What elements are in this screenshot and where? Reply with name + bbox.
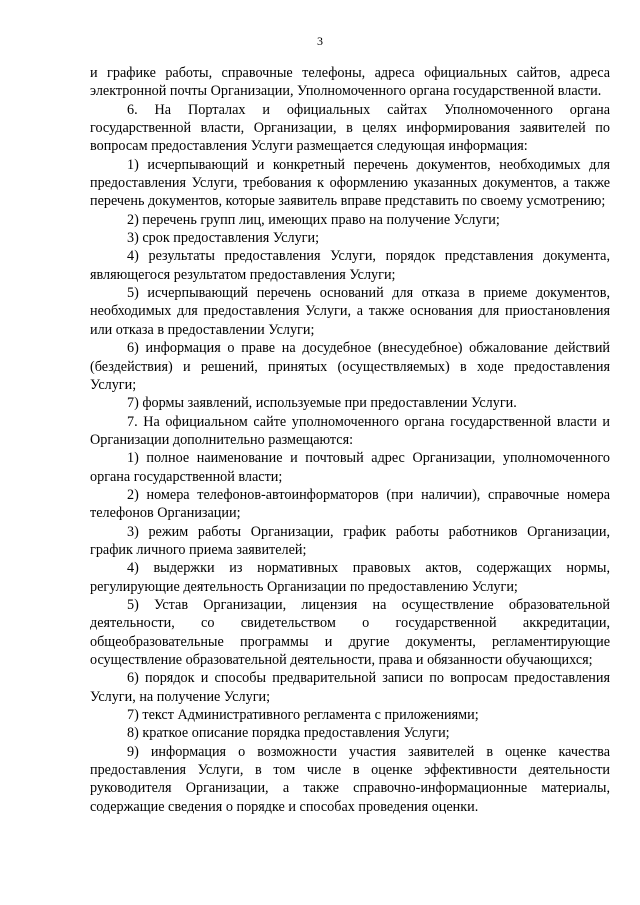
paragraph: 7. На официальном сайте уполномоченного органа государственной власти и Организации дополнительно размещаются: <box>90 413 610 448</box>
list-item: 3) срок предоставления Услуги; <box>127 230 320 247</box>
list-item: 7) текст Административного регламента с приложениями; <box>127 707 479 724</box>
list-item: 1) полное наименование и почтовый адрес Организации, уполномоченного органа государственной власти; <box>90 450 610 485</box>
list-item: 7) формы заявлений, используемые при предоставлении Услуги. <box>127 395 517 412</box>
list-item: 4) результаты предоставления Услуги, порядок представления документа, являющегося результатом предоставления Услуги; <box>90 248 610 283</box>
list-item: 4) выдержки из нормативных правовых актов, содержащих нормы, регулирующие деятельность Организации по предоставлению Услуги; <box>90 560 610 595</box>
list-item: 3) режим работы Организации, график работы работников Организации, график личного приема заявителей; <box>90 523 610 558</box>
list-item: 8) краткое описание порядка предоставления Услуги; <box>127 725 450 742</box>
list-item: 5) Устав Организации, лицензия на осуществление образовательной деятельности, со свидетельством о государственной аккредитации, общеобразовательные программы и другие документы, регламентирующие осуществление образовательной деятельности, права и обязанности обучающихся; <box>90 596 610 668</box>
list-item: 6) информация о праве на досудебное (внесудебное) обжалование действий (бездействия) и решений, принятых (осуществляемых) в ходе предоставления Услуги; <box>90 340 610 393</box>
page-number: 3 <box>317 34 323 48</box>
list-item: 2) перечень групп лиц, имеющих право на получение Услуги; <box>127 211 500 228</box>
list-item: 1) исчерпывающий и конкретный перечень документов, необходимых для предоставления Услуги, требования к оформлению указанных документов, а также перечень документов, которые заявитель вправе представить по своему усмотрению; <box>90 156 610 210</box>
paragraph: 6. На Порталах и официальных сайтах Уполномоченного органа государственной власти, Организации, в целях информирования заявителей по вопросам предоставления Услуги размещается следующая информация: <box>90 101 610 155</box>
list-item: 2) номера телефонов-автоинформаторов (при наличии), справочные номера телефонов Организации; <box>90 486 610 522</box>
list-item: 5) исчерпывающий перечень оснований для отказа в приеме документов, необходимых для предоставления Услуги, а также основания для приостановления или отказа в предоставлении Услуги; <box>90 285 610 338</box>
list-item: 6) порядок и способы предварительной записи по вопросам предоставления Услуги, на получение Услуги; <box>90 670 610 705</box>
list-item: 9) информация о возможности участия заявителей в оценке качества предоставления Услуги, в том числе в оценке эффективности деятельности руководителя Организации, а также справочно-информационные материалы, содержащие сведения о порядке и способах проведения оценки. <box>90 743 610 815</box>
paragraph: и графике работы, справочные телефоны, адреса официальных сайтов, адреса электронной почты Организации, Уполномоченного органа государственной власти. <box>90 65 610 100</box>
document-body <box>90 64 610 816</box>
